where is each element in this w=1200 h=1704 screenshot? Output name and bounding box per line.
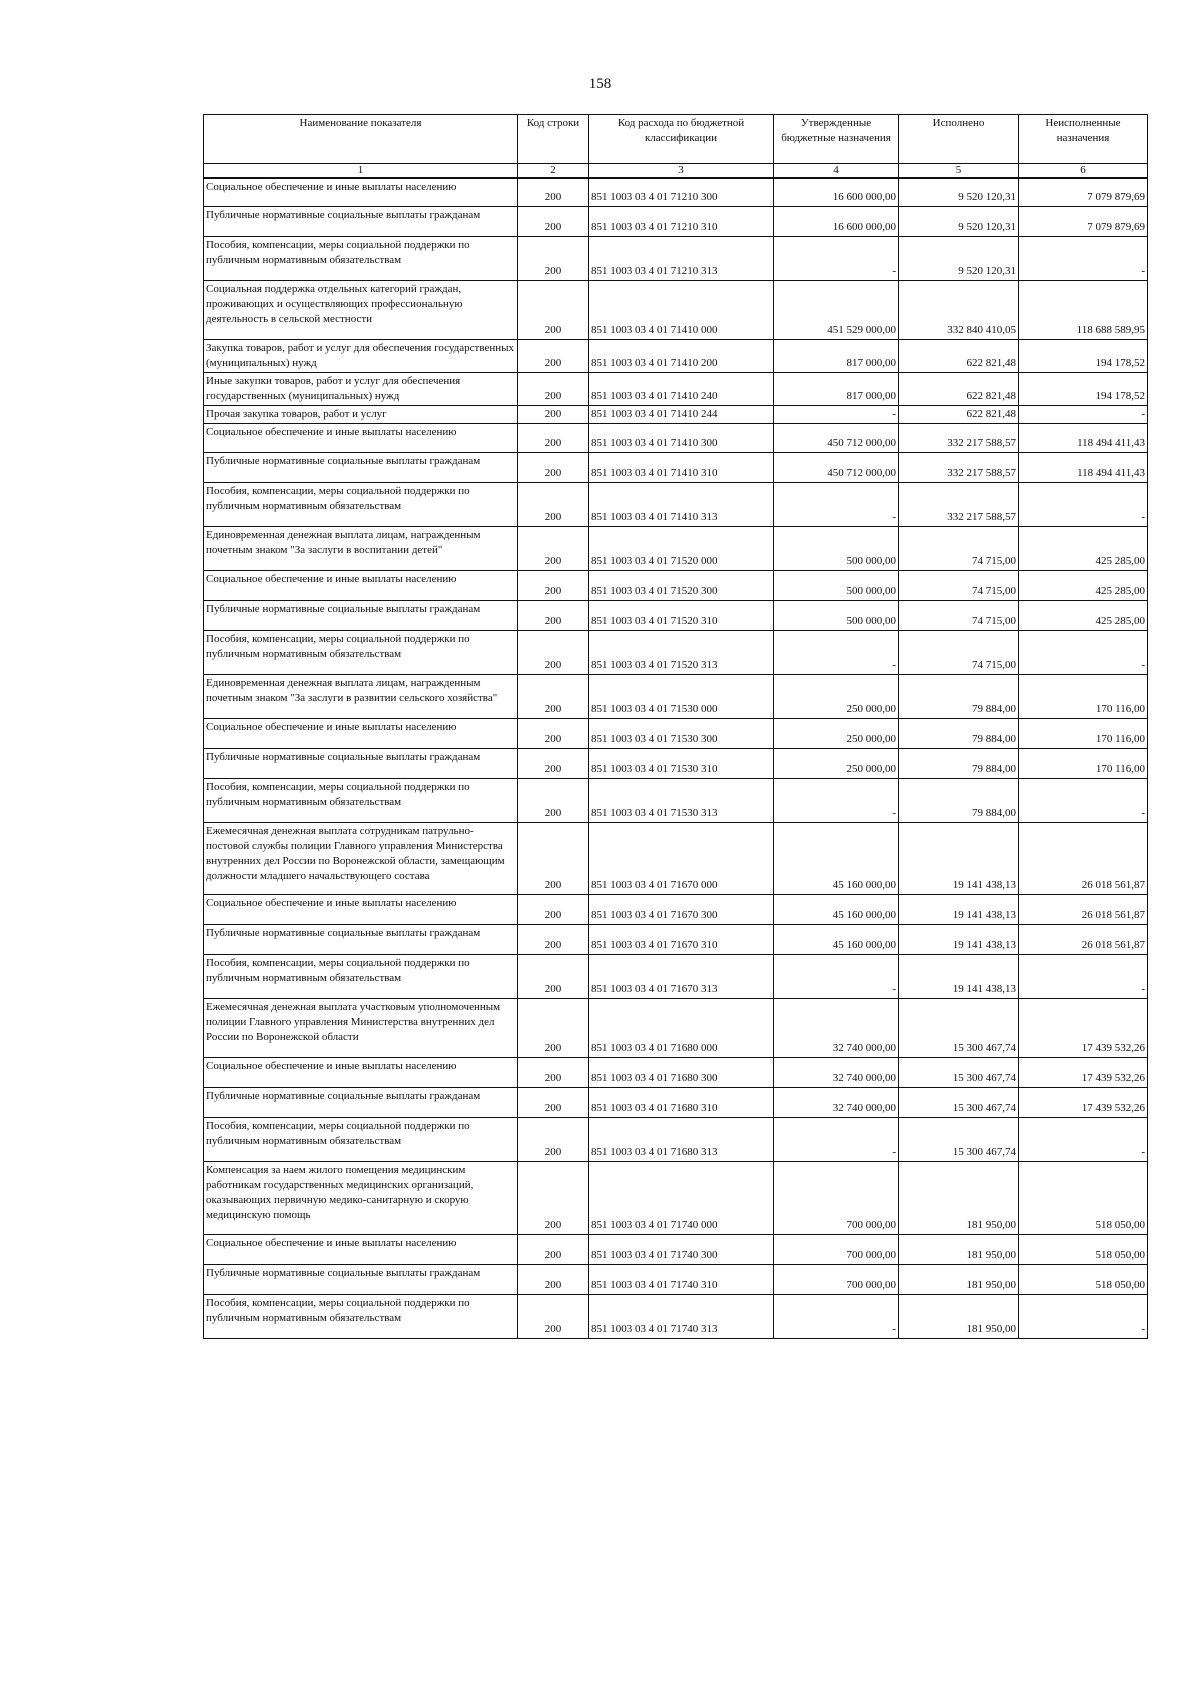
row-line-code: 200: [518, 339, 589, 372]
row-line-code: 200: [518, 236, 589, 280]
row-indicator-name: Единовременная денежная выплата лицам, награжденным почетным знаком "За заслуги в развитии сельского хозяйства": [204, 674, 518, 718]
row-line-code: 200: [518, 718, 589, 748]
row-executed-amount: 79 884,00: [899, 718, 1019, 748]
table-row: [204, 1117, 1148, 1161]
row-executed-amount: 332 840 410,05: [899, 280, 1019, 339]
row-classification-code: 851 1003 03 4 01 71410 300: [589, 423, 774, 452]
row-line-code: 200: [518, 1264, 589, 1294]
row-approved-amount: 450 712 000,00: [774, 452, 899, 482]
table-row: [204, 1057, 1148, 1087]
row-line-code: 200: [518, 1057, 589, 1087]
row-executed-amount: 74 715,00: [899, 570, 1019, 600]
table-row: [204, 674, 1148, 718]
row-approved-amount: 32 740 000,00: [774, 998, 899, 1057]
row-classification-code: 851 1003 03 4 01 71410 240: [589, 372, 774, 405]
row-unexecuted-amount: 26 018 561,87: [1019, 924, 1148, 954]
row-executed-amount: 332 217 588,57: [899, 482, 1019, 526]
row-unexecuted-amount: -: [1019, 954, 1148, 998]
row-unexecuted-amount: 425 285,00: [1019, 526, 1148, 570]
row-executed-amount: 74 715,00: [899, 600, 1019, 630]
row-indicator-name: Публичные нормативные социальные выплаты гражданам: [204, 1264, 518, 1294]
row-indicator-name: Публичные нормативные социальные выплаты гражданам: [204, 1087, 518, 1117]
header-classification-code: Код расхода по бюджетной классификации: [589, 115, 774, 164]
row-indicator-name: Пособия, компенсации, меры социальной поддержки по публичным нормативным обязательствам: [204, 1117, 518, 1161]
row-unexecuted-amount: -: [1019, 778, 1148, 822]
row-executed-amount: 79 884,00: [899, 748, 1019, 778]
row-unexecuted-amount: 7 079 879,69: [1019, 206, 1148, 236]
row-approved-amount: 250 000,00: [774, 748, 899, 778]
row-line-code: 200: [518, 924, 589, 954]
row-executed-amount: 19 141 438,13: [899, 954, 1019, 998]
table-header-row: [204, 115, 1148, 164]
row-unexecuted-amount: 7 079 879,69: [1019, 178, 1148, 206]
row-executed-amount: 181 950,00: [899, 1264, 1019, 1294]
row-line-code: 200: [518, 954, 589, 998]
row-line-code: 200: [518, 482, 589, 526]
row-line-code: 200: [518, 280, 589, 339]
row-executed-amount: 74 715,00: [899, 630, 1019, 674]
table-row: [204, 423, 1148, 452]
column-number: 6: [1019, 164, 1148, 179]
row-indicator-name: Социальное обеспечение и иные выплаты населению: [204, 1234, 518, 1264]
row-unexecuted-amount: -: [1019, 630, 1148, 674]
row-indicator-name: Компенсация за наем жилого помещения медицинским работникам государственных медицинских организаций, оказывающих первичную медико-санитарную и скорую медицинскую помощь: [204, 1161, 518, 1234]
row-line-code: 200: [518, 998, 589, 1057]
row-line-code: 200: [518, 423, 589, 452]
row-approved-amount: 16 600 000,00: [774, 206, 899, 236]
row-unexecuted-amount: -: [1019, 236, 1148, 280]
table-row: [204, 778, 1148, 822]
row-indicator-name: Публичные нормативные социальные выплаты гражданам: [204, 748, 518, 778]
row-indicator-name: Пособия, компенсации, меры социальной поддержки по публичным нормативным обязательствам: [204, 236, 518, 280]
row-classification-code: 851 1003 03 4 01 71410 313: [589, 482, 774, 526]
row-unexecuted-amount: 26 018 561,87: [1019, 822, 1148, 894]
row-indicator-name: Социальное обеспечение и иные выплаты населению: [204, 178, 518, 206]
row-classification-code: 851 1003 03 4 01 71740 310: [589, 1264, 774, 1294]
header-line-code: Код строки: [518, 115, 589, 164]
row-executed-amount: 332 217 588,57: [899, 452, 1019, 482]
header-approved: Утвержденные бюджетные назначения: [774, 115, 899, 164]
column-number: 2: [518, 164, 589, 179]
row-line-code: 200: [518, 372, 589, 405]
row-approved-amount: 250 000,00: [774, 718, 899, 748]
row-classification-code: 851 1003 03 4 01 71670 313: [589, 954, 774, 998]
row-classification-code: 851 1003 03 4 01 71410 200: [589, 339, 774, 372]
row-line-code: 200: [518, 1117, 589, 1161]
row-line-code: 200: [518, 1234, 589, 1264]
column-number: 5: [899, 164, 1019, 179]
row-indicator-name: Публичные нормативные социальные выплаты гражданам: [204, 452, 518, 482]
row-executed-amount: 19 141 438,13: [899, 894, 1019, 924]
row-approved-amount: -: [774, 405, 899, 423]
row-executed-amount: 15 300 467,74: [899, 1117, 1019, 1161]
column-number: 4: [774, 164, 899, 179]
row-classification-code: 851 1003 03 4 01 71670 000: [589, 822, 774, 894]
row-approved-amount: 817 000,00: [774, 339, 899, 372]
row-approved-amount: 250 000,00: [774, 674, 899, 718]
row-unexecuted-amount: -: [1019, 405, 1148, 423]
header-executed: Исполнено: [899, 115, 1019, 164]
row-approved-amount: 32 740 000,00: [774, 1087, 899, 1117]
table-row: [204, 570, 1148, 600]
row-approved-amount: 45 160 000,00: [774, 822, 899, 894]
row-approved-amount: 451 529 000,00: [774, 280, 899, 339]
row-executed-amount: 332 217 588,57: [899, 423, 1019, 452]
row-classification-code: 851 1003 03 4 01 71410 244: [589, 405, 774, 423]
row-executed-amount: 622 821,48: [899, 372, 1019, 405]
row-line-code: 200: [518, 1161, 589, 1234]
row-line-code: 200: [518, 674, 589, 718]
row-classification-code: 851 1003 03 4 01 71670 310: [589, 924, 774, 954]
row-classification-code: 851 1003 03 4 01 71410 310: [589, 452, 774, 482]
row-line-code: 200: [518, 600, 589, 630]
table-row: [204, 1264, 1148, 1294]
table-row: [204, 405, 1148, 423]
row-indicator-name: Единовременная денежная выплата лицам, награжденным почетным знаком "За заслуги в воспитании детей": [204, 526, 518, 570]
row-unexecuted-amount: 170 116,00: [1019, 748, 1148, 778]
row-indicator-name: Пособия, компенсации, меры социальной поддержки по публичным нормативным обязательствам: [204, 954, 518, 998]
row-classification-code: 851 1003 03 4 01 71520 310: [589, 600, 774, 630]
row-unexecuted-amount: 194 178,52: [1019, 339, 1148, 372]
row-indicator-name: Социальное обеспечение и иные выплаты населению: [204, 570, 518, 600]
row-unexecuted-amount: -: [1019, 1294, 1148, 1338]
row-indicator-name: Публичные нормативные социальные выплаты гражданам: [204, 206, 518, 236]
row-indicator-name: Социальное обеспечение и иные выплаты населению: [204, 423, 518, 452]
page-number: 158: [588, 76, 612, 92]
row-unexecuted-amount: 518 050,00: [1019, 1161, 1148, 1234]
row-indicator-name: Пособия, компенсации, меры социальной поддержки по публичным нормативным обязательствам: [204, 1294, 518, 1338]
row-approved-amount: -: [774, 1117, 899, 1161]
row-indicator-name: Пособия, компенсации, меры социальной поддержки по публичным нормативным обязательствам: [204, 482, 518, 526]
row-approved-amount: 700 000,00: [774, 1161, 899, 1234]
table-row: [204, 452, 1148, 482]
table-row: [204, 748, 1148, 778]
row-classification-code: 851 1003 03 4 01 71530 300: [589, 718, 774, 748]
row-classification-code: 851 1003 03 4 01 71680 313: [589, 1117, 774, 1161]
column-number: 3: [589, 164, 774, 179]
row-line-code: 200: [518, 206, 589, 236]
row-indicator-name: Социальная поддержка отдельных категорий граждан, проживающих и осуществляющих профессиональную деятельность в сельской местности: [204, 280, 518, 339]
row-executed-amount: 79 884,00: [899, 674, 1019, 718]
row-unexecuted-amount: 17 439 532,26: [1019, 1087, 1148, 1117]
row-indicator-name: Прочая закупка товаров, работ и услуг: [204, 405, 518, 423]
row-unexecuted-amount: -: [1019, 1117, 1148, 1161]
row-indicator-name: Публичные нормативные социальные выплаты гражданам: [204, 600, 518, 630]
table-row: [204, 1161, 1148, 1234]
row-classification-code: 851 1003 03 4 01 71680 310: [589, 1087, 774, 1117]
row-unexecuted-amount: -: [1019, 482, 1148, 526]
row-indicator-name: Социальное обеспечение и иные выплаты населению: [204, 1057, 518, 1087]
row-executed-amount: 19 141 438,13: [899, 822, 1019, 894]
row-line-code: 200: [518, 526, 589, 570]
row-approved-amount: 700 000,00: [774, 1234, 899, 1264]
header-indicator-name: Наименование показателя: [204, 115, 518, 164]
row-executed-amount: 622 821,48: [899, 339, 1019, 372]
table-row: [204, 339, 1148, 372]
row-classification-code: 851 1003 03 4 01 71530 000: [589, 674, 774, 718]
row-executed-amount: 9 520 120,31: [899, 236, 1019, 280]
table-row: [204, 822, 1148, 894]
row-unexecuted-amount: 170 116,00: [1019, 674, 1148, 718]
row-approved-amount: 500 000,00: [774, 570, 899, 600]
row-approved-amount: -: [774, 954, 899, 998]
budget-execution-table: [203, 114, 1148, 1339]
row-unexecuted-amount: 194 178,52: [1019, 372, 1148, 405]
row-indicator-name: Ежемесячная денежная выплата сотрудникам патрульно-постовой службы полиции Главного управления Министерства внутренних дел России по Воронежской области, замещающим должности младшего начальствующего состава: [204, 822, 518, 894]
row-executed-amount: 181 950,00: [899, 1294, 1019, 1338]
row-executed-amount: 19 141 438,13: [899, 924, 1019, 954]
row-unexecuted-amount: 425 285,00: [1019, 570, 1148, 600]
row-line-code: 200: [518, 822, 589, 894]
row-approved-amount: 45 160 000,00: [774, 894, 899, 924]
row-unexecuted-amount: 118 494 411,43: [1019, 452, 1148, 482]
table-row: [204, 924, 1148, 954]
column-number: 1: [204, 164, 518, 179]
table-row: [204, 630, 1148, 674]
column-number-row: [204, 164, 1148, 179]
row-indicator-name: Социальное обеспечение и иные выплаты населению: [204, 894, 518, 924]
row-indicator-name: Иные закупки товаров, работ и услуг для обеспечения государственных (муниципальных) нужд: [204, 372, 518, 405]
table-row: [204, 1294, 1148, 1338]
row-classification-code: 851 1003 03 4 01 71520 000: [589, 526, 774, 570]
row-indicator-name: Социальное обеспечение и иные выплаты населению: [204, 718, 518, 748]
row-executed-amount: 181 950,00: [899, 1234, 1019, 1264]
row-approved-amount: 16 600 000,00: [774, 178, 899, 206]
row-unexecuted-amount: 518 050,00: [1019, 1234, 1148, 1264]
row-approved-amount: 500 000,00: [774, 600, 899, 630]
row-executed-amount: 15 300 467,74: [899, 1057, 1019, 1087]
row-executed-amount: 15 300 467,74: [899, 1087, 1019, 1117]
row-classification-code: 851 1003 03 4 01 71530 310: [589, 748, 774, 778]
row-unexecuted-amount: 17 439 532,26: [1019, 1057, 1148, 1087]
row-approved-amount: 32 740 000,00: [774, 1057, 899, 1087]
row-line-code: 200: [518, 570, 589, 600]
table-row: [204, 954, 1148, 998]
row-executed-amount: 9 520 120,31: [899, 206, 1019, 236]
table-row: [204, 280, 1148, 339]
row-classification-code: 851 1003 03 4 01 71680 000: [589, 998, 774, 1057]
table-row: [204, 894, 1148, 924]
row-executed-amount: 622 821,48: [899, 405, 1019, 423]
table-row: [204, 372, 1148, 405]
row-unexecuted-amount: 17 439 532,26: [1019, 998, 1148, 1057]
row-classification-code: 851 1003 03 4 01 71740 300: [589, 1234, 774, 1264]
table-row: [204, 178, 1148, 206]
row-approved-amount: 700 000,00: [774, 1264, 899, 1294]
row-executed-amount: 9 520 120,31: [899, 178, 1019, 206]
row-indicator-name: Пособия, компенсации, меры социальной поддержки по публичным нормативным обязательствам: [204, 778, 518, 822]
row-line-code: 200: [518, 1294, 589, 1338]
row-line-code: 200: [518, 778, 589, 822]
row-classification-code: 851 1003 03 4 01 71520 300: [589, 570, 774, 600]
row-classification-code: 851 1003 03 4 01 71670 300: [589, 894, 774, 924]
row-classification-code: 851 1003 03 4 01 71740 313: [589, 1294, 774, 1338]
row-unexecuted-amount: 118 688 589,95: [1019, 280, 1148, 339]
table-row: [204, 600, 1148, 630]
row-approved-amount: 817 000,00: [774, 372, 899, 405]
row-classification-code: 851 1003 03 4 01 71210 313: [589, 236, 774, 280]
row-line-code: 200: [518, 1087, 589, 1117]
row-unexecuted-amount: 425 285,00: [1019, 600, 1148, 630]
row-approved-amount: -: [774, 1294, 899, 1338]
row-classification-code: 851 1003 03 4 01 71410 000: [589, 280, 774, 339]
row-indicator-name: Закупка товаров, работ и услуг для обеспечения государственных (муниципальных) нужд: [204, 339, 518, 372]
table-row: [204, 206, 1148, 236]
row-approved-amount: -: [774, 482, 899, 526]
row-indicator-name: Публичные нормативные социальные выплаты гражданам: [204, 924, 518, 954]
row-executed-amount: 15 300 467,74: [899, 998, 1019, 1057]
row-indicator-name: Ежемесячная денежная выплата участковым уполномоченным полиции Главного управления Министерства внутренних дел России по Воронежской области: [204, 998, 518, 1057]
row-line-code: 200: [518, 178, 589, 206]
table-row: [204, 1234, 1148, 1264]
row-unexecuted-amount: 26 018 561,87: [1019, 894, 1148, 924]
row-line-code: 200: [518, 405, 589, 423]
row-approved-amount: 450 712 000,00: [774, 423, 899, 452]
header-unexecuted: Неисполненные назначения: [1019, 115, 1148, 164]
row-unexecuted-amount: 518 050,00: [1019, 1264, 1148, 1294]
row-line-code: 200: [518, 894, 589, 924]
row-approved-amount: 45 160 000,00: [774, 924, 899, 954]
row-classification-code: 851 1003 03 4 01 71210 310: [589, 206, 774, 236]
row-classification-code: 851 1003 03 4 01 71530 313: [589, 778, 774, 822]
table-row: [204, 998, 1148, 1057]
row-line-code: 200: [518, 748, 589, 778]
row-classification-code: 851 1003 03 4 01 71680 300: [589, 1057, 774, 1087]
table-row: [204, 718, 1148, 748]
row-unexecuted-amount: 170 116,00: [1019, 718, 1148, 748]
table-row: [204, 526, 1148, 570]
table-row: [204, 1087, 1148, 1117]
row-approved-amount: 500 000,00: [774, 526, 899, 570]
row-executed-amount: 181 950,00: [899, 1161, 1019, 1234]
row-line-code: 200: [518, 452, 589, 482]
row-classification-code: 851 1003 03 4 01 71740 000: [589, 1161, 774, 1234]
table-body: [204, 178, 1148, 1338]
row-indicator-name: Пособия, компенсации, меры социальной поддержки по публичным нормативным обязательствам: [204, 630, 518, 674]
row-approved-amount: -: [774, 236, 899, 280]
row-executed-amount: 74 715,00: [899, 526, 1019, 570]
table-row: [204, 236, 1148, 280]
row-line-code: 200: [518, 630, 589, 674]
row-approved-amount: -: [774, 630, 899, 674]
row-classification-code: 851 1003 03 4 01 71520 313: [589, 630, 774, 674]
row-executed-amount: 79 884,00: [899, 778, 1019, 822]
table-row: [204, 482, 1148, 526]
row-unexecuted-amount: 118 494 411,43: [1019, 423, 1148, 452]
row-approved-amount: -: [774, 778, 899, 822]
row-classification-code: 851 1003 03 4 01 71210 300: [589, 178, 774, 206]
